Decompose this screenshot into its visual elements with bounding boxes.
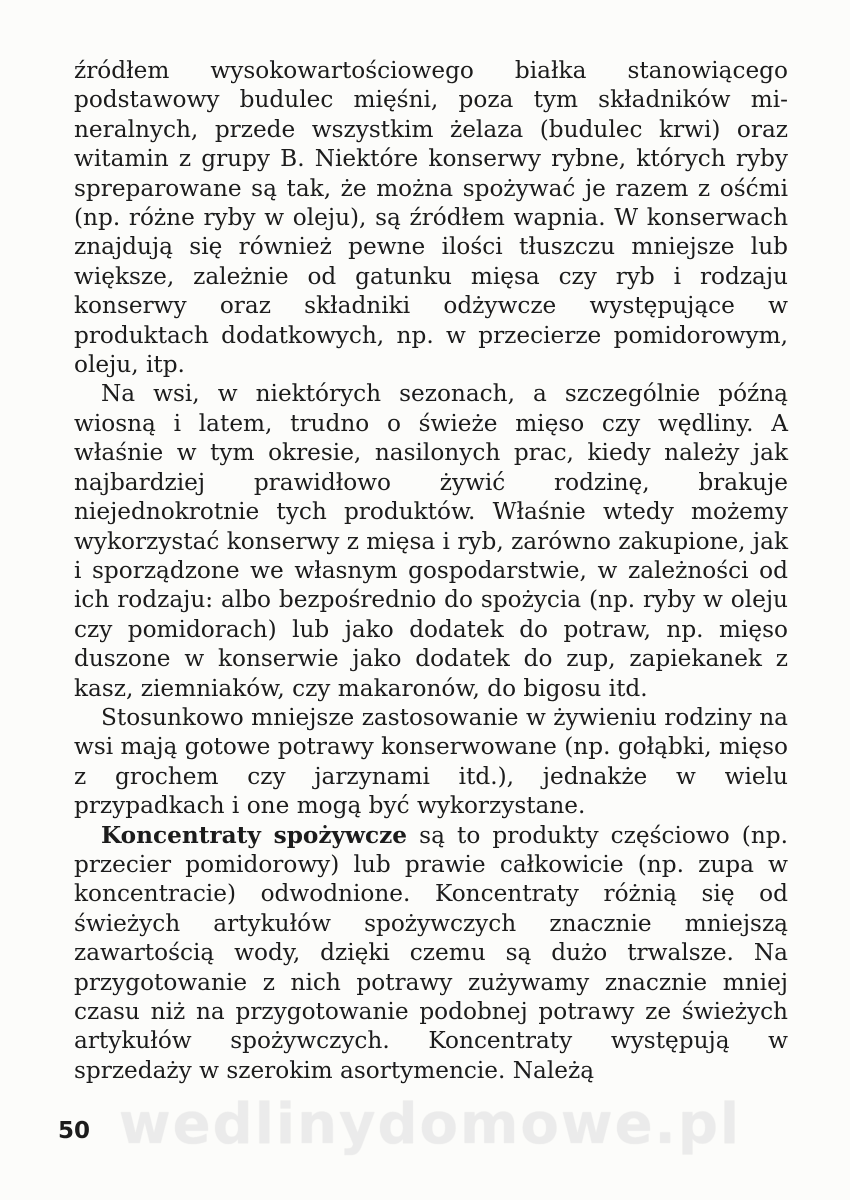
paragraph-1: [74, 56, 788, 379]
page-number: 50: [58, 1118, 91, 1144]
paragraph-2: [74, 379, 788, 702]
paragraph-3-text: Stosunkowo mniejsze zastosowanie w żywieniu rodziny na wsi mają gotowe potrawy konserwowane (np. gołąbki, mięso z grochem czy jarzynami itd.), jednakże w wielu przypadkach i one mogą być wykorzystane.: [74, 703, 789, 820]
paragraph-4-text: są to produkty częściowo (np. przecier pomidorowy) lub prawie całkowicie (np. zupa w koncentracie) odwodnione. Koncentraty różnią się od świeżych artykułów spożywczych znacznie mniejszą zawartością wody, dzięki czemu są dużo trwalsze. Na przygotowanie z nich potrawy zużywamy znacznie mniej czasu niż na przygotowanie podobnej potrawy ze świeżych artykułów spożywczych. Koncentraty występują w sprzedaży w szerokim asortymencie. Należą: [74, 821, 788, 1084]
paragraph-4-lead-term: Koncentraty spożywcze: [101, 821, 408, 849]
paragraph-1-text: źródłem wysokowartościowego białka stanowiącego podstawowy budulec mięśni, poza tym składników mineralnych, przede wszystkim żelaza (budulec krwi) oraz witamin z grupy B. Niektóre konserwy rybne, których ryby spreparowane są tak, że można spożywać je razem z ośćmi (np. różne ryby w oleju), są źródłem wapnia. W konserwach znajdują się również pewne ilości tłuszczu mniejsze lub większe, zależnie od gatunku mięsa czy ryb i rodzaju konserwy oraz składniki odżywcze występujące w produktach dodatkowych, np. w przecierze pomidorowym, oleju, itp.: [74, 57, 788, 379]
body-text: [74, 56, 788, 1085]
paragraph-2-text: Na wsi, w niektórych sezonach, a szczególnie późną wiosną i latem, trudno o świeże mięso czy wędliny. A właśnie w tym okresie, nasilonych prac, kiedy należy jak najbardziej prawidłowo żywić rodzinę, brakuje niejednokrotnie tych produktów. Właśnie wtedy możemy wykorzystać konserwy z mięsa i ryb, zarówno zakupione, jak i sporządzone we własnym gospodarstwie, w zależności od ich rodzaju: albo bezpośrednio do spożycia (np. ryby w oleju czy pomidorach) lub jako dodatek do potraw, np. mięso duszone w konserwie jako dodatek do zup, zapiekanek z kasz, ziemniaków, czy makaronów, do bigosu itd.: [74, 380, 788, 702]
paragraph-3: [74, 703, 788, 821]
watermark: wedlinydomowe.pl: [118, 1092, 742, 1157]
paragraph-4: [74, 821, 788, 1086]
